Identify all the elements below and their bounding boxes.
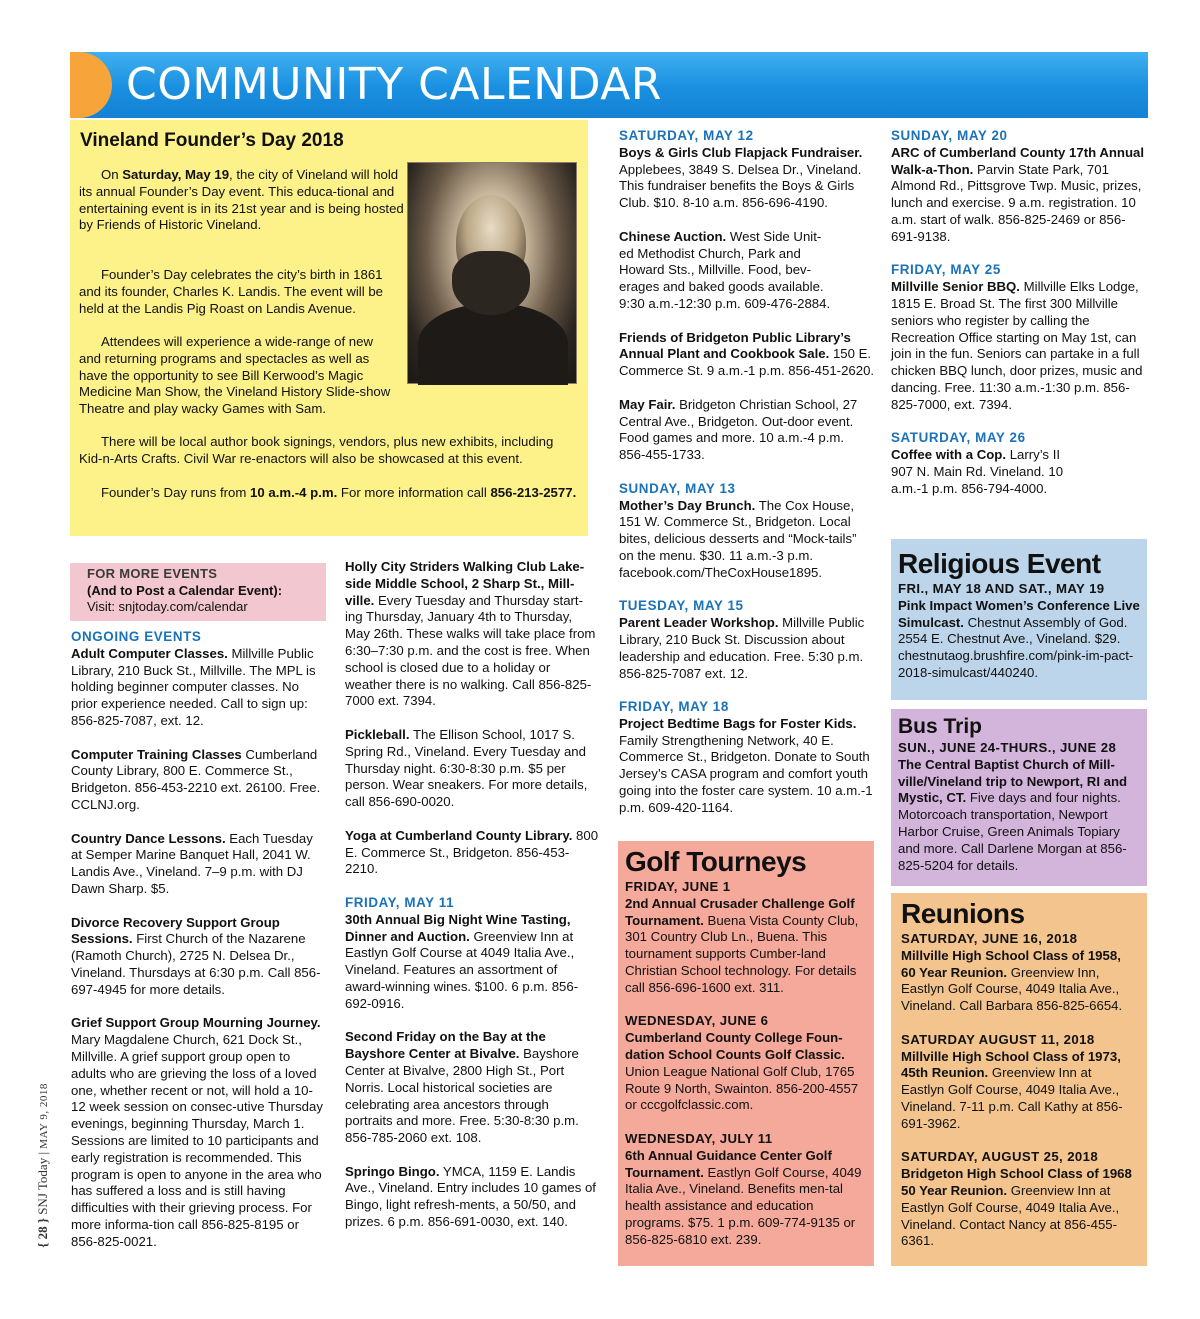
founders-paragraph: Attendees will experience a wide-range of new and returning programs and spectacles as well as have the opportunity to see Bill Kerwood’s Magic Medicine Man Show, the Vineland History Slide-show Theatre and play wacky Games with Sam. [79, 334, 391, 417]
event-item: Mother’s Day Brunch. The Cox House, 151 W. Commerce St., Bridgeton. Local bites, delicious desserts and “Mock-tails” on the menu. $30. 11 a.m.-3 p.m. facebook.com/TheCoxHouse1895. [619, 497, 857, 580]
reunions-box [891, 893, 1147, 1266]
event-item: Millville Senior BBQ. Millville Elks Lodge, 1815 E. Broad St. The first 300 Millville seniors who register by calling the Recreation Office starting on May 1st, can join in the fun. Seniors can partake in a full chicken BBQ lunch, door prizes, music and dancing. Free. 11:30 a.m.-1:30 p.m. 856-825-7000, ext. 7394. [891, 279, 1143, 412]
event-item: Coffee with a Cop. Larry’s II 907 N. Main Rd. Vineland. 10 a.m.-1 p.m. 856-794-4000. [891, 447, 1064, 496]
issue-date: MAY 9, 2018 [38, 1083, 51, 1149]
charles-landis-portrait [407, 162, 577, 384]
more-events-link[interactable]: Visit: snjtoday.com/calendar [87, 599, 248, 614]
banner-orange-tab [70, 52, 112, 118]
event-item: 30th Annual Big Night Wine Tasting, Dinner and Auction. Greenview Inn at Eastlyn Golf Course at 4049 Italia Ave., Vineland. Features an assortment of award-winning wines. $100. 6 p.m. 856-692-0916. [345, 911, 579, 1011]
date-heading: SUNDAY, MAY 20 [891, 128, 1008, 143]
founders-day-feature [70, 120, 588, 536]
bus-trip-box [891, 709, 1147, 886]
event-item: Pickleball. The Ellison School, 1017 S. Spring Rd., Vineland. Every Tuesday and Thursday night. 6:30-8:30 p.m. $5 per person. Wear sneakers. For more details, call 856-690-0020. [345, 726, 588, 810]
bus-date: SUN., JUNE 24-THURS., JUNE 28 [898, 740, 1117, 755]
golf-heading: Golf Tourneys [625, 846, 807, 877]
column-three [619, 128, 875, 833]
date-heading: TUESDAY, MAY 15 [619, 598, 744, 614]
header-banner [70, 52, 1148, 118]
reunions-heading: Reunions [901, 898, 1025, 929]
founders-paragraph: On Saturday, May 19, the city of Vineland will hold its annual Founder’s Day event. This educa-tional and entertaining event is in its 21st year and is being hosted by Friends of Historic Vineland. [79, 167, 404, 233]
date-heading: FRIDAY, MAY 25 [891, 262, 1001, 278]
event-item: Boys & Girls Club Flapjack Fundraiser. Applebees, 3849 S. Delsea Dr., Vineland. This fundraiser benefits the Boys & Girls Club. $10. 8-10 a.m. 856-696-4190. [619, 144, 863, 211]
event-item: SATURDAY, AUGUST 25, 2018 Bridgeton High School Class of 1968 50 Year Reunion. Greenview Inn at Eastlyn Golf Course, 4049 Italia Ave., Vineland. Contact Nancy at 856-455-6361. [901, 1149, 1132, 1249]
more-events-label: FOR MORE EVENTS [87, 566, 218, 581]
religious-date: FRI., MAY 18 AND SAT., MAY 19 [898, 581, 1105, 596]
event-item: May Fair. Bridgeton Christian School, 27 Central Ave., Bridgeton. Out-door event. Food games and more. 10 a.m.-4 p.m. 856-455-1733. [619, 396, 858, 463]
event-item: SATURDAY, JUNE 16, 2018 Millville High School Class of 1958, 60 Year Reunion. Greenview Inn, Eastlyn Golf Course, 4049 Italia Ave., Vineland. Call Barbara 856-825-6654. [901, 931, 1123, 1014]
event-item: FRIDAY, JUNE 1 2nd Annual Crusader Challenge Golf Tournament. Buena Vista County Club, 301 Country Club Ln., Buena. This tournament supports Cumber-land Christian School technology. For details call 856-696-1600 ext. 311. [625, 879, 859, 995]
event-item: Yoga at Cumberland County Library. 800 E. Commerce St., Bridgeton. 856-453-2210. [345, 827, 599, 877]
founders-paragraph: There will be local author book signings, vendors, plus new exhibits, including Kid-n-Arts Crafts. Civil War re-enactors will also be showcased at this event. [79, 434, 554, 466]
event-item: Divorce Recovery Support Group Sessions. First Church of the Nazarene (Ramoth Church), 2725 N. Delsea Dr., Vineland. Thursdays at 6:30 p.m. Call 856-697-4945 for more details. [71, 914, 321, 997]
bus-heading: Bus Trip [898, 715, 983, 738]
column-two [345, 559, 600, 1248]
event-item: Grief Support Group Mourning Journey. Mary Magdalene Church, 621 Dock St., Millville. A grief support group open to adults who are grieving the loss of a loved one, whether recent or not, will hold a 10-12 week session on consec-utive Thursday evenings, beginning Thursday, March 1. Sessions are limited to 10 participants and early registration is recommended. This program is open to anyone in the area who has suffered a loss and is still having difficulties with their grieving process. For more informa-tion call 856-825-8195 or 856-825-0021. [71, 1015, 323, 1249]
founders-paragraph: Founder’s Day runs from 10 a.m.-4 p.m. For more information call 856-213-2577. [101, 485, 577, 500]
event-item: Chinese Auction. West Side Unit-ed Methodist Church, Park and Howard Sts., Millville. Food, bev-erages and baked goods available. 9:30 a.m.-12:30 p.m. 609-476-2884. [619, 228, 831, 311]
ongoing-column [71, 629, 326, 1267]
event-item: Pink Impact Women’s Conference Live Simulcast. Chestnut Assembly of God. 2554 E. Chestnut Ave., Vineland. $29. chestnutaog.brushfire.com/pink-im-pact-2018-simulcast/440240. [898, 597, 1140, 680]
column-four [891, 128, 1148, 514]
page-title: COMMUNITY CALENDAR [126, 59, 662, 110]
golf-tourneys-box [618, 841, 874, 1266]
date-heading: FRIDAY, MAY 11 [345, 894, 455, 910]
event-item: Friends of Bridgeton Public Library’s Annual Plant and Cookbook Sale. 150 E. Commerce St. 9 a.m.-1 p.m. 856-451-2620. [619, 329, 875, 379]
founders-heading: Vineland Founder’s Day 2018 [80, 130, 344, 151]
event-item: SATURDAY AUGUST 11, 2018 Millville High School Class of 1973, 45th Reunion. Greenview Inn at Eastlyn Golf Course, 4049 Italia Ave., Vineland. 7-11 p.m. Call Kathy at 856-691-3962. [901, 1031, 1123, 1131]
date-heading: SATURDAY, MAY 26 [891, 430, 1026, 446]
event-item: WEDNESDAY, JULY 11 6th Annual Guidance Center Golf Tournament. Eastlyn Golf Course, 4049 Italia Ave., Vineland. Benefits men-tal health assistance and education programs. $75. 1 p.m. 609-774-9135 or 856-825-6810 ext. 239. [625, 1130, 862, 1247]
event-item: Computer Training Classes Cumberland County Library, 800 E. Commerce St., Bridgeton. 856-453-2210 ext. 26100. Free. CCLNJ.org. [71, 746, 321, 812]
page-footer [35, 1078, 69, 1248]
event-item: Springo Bingo. YMCA, 1159 E. Landis Ave., Vineland. Entry includes 10 games of Bingo, light refresh-ments, a 50/50, and prizes. 6 p.m. 856-691-0030, ext. 140. [345, 1163, 596, 1230]
religious-heading: Religious Event [898, 548, 1101, 579]
date-heading: SATURDAY, MAY 12 [619, 128, 754, 143]
founders-paragraph: Founder’s Day celebrates the city’s birth in 1861 and its founder, Charles K. Landis. The event will be held at the Landis Pig Roast on Landis Avenue. [79, 267, 383, 316]
event-item: Second Friday on the Bay at the Bayshore Center at Bivalve. Bayshore Center at Bivalve, 2800 High St., Port Norris. Local historical societies are celebrating area ancestors through portraits and more. Free. 5:30-8:30 p.m. 856-785-2060 ext. 108. [345, 1029, 579, 1146]
event-item: ARC of Cumberland County 17th Annual Walk-a-Thon. Parvin State Park, 701 Almond Rd., Pittsgrove Twp. Music, prizes, lunch and exercise. 9 a.m. registration. 10 a.m. start of walk. 856-825-2469 or 856-691-9138. [891, 144, 1145, 244]
ongoing-heading: ONGOING EVENTS [71, 629, 202, 644]
date-heading: FRIDAY, MAY 18 [619, 699, 729, 715]
more-events-box [70, 563, 326, 621]
event-item: The Central Baptist Church of Mill-ville/Vineland trip to Newport, RI and Mystic, CT. Five days and four nights. Motorcoach transportation, Newport Harbor Cruise, Green Animals Topiary and more. Call Darlene Morgan at 856-825-5204 for details. [898, 756, 1128, 873]
event-item: Holly City Striders Walking Club Lake-side Middle School, 2 Sharp St., Mill-ville. Every Tuesday and Thursday start-ing Thursday, January 4th to Thursday, May 26th. These walks will take place from 6:30–7:30 p.m. and the cost is free. When school is closed due to a holiday or weather there is no walking. Call 856-825-7000 ext. 7394. [345, 559, 596, 709]
event-item: WEDNESDAY, JUNE 6 Cumberland County College Foun-dation School Counts Golf Classic. Union League National Golf Club, 1765 Route 9 North, Swainton. 856-200-4557 or cccgolfclassic.com. [625, 1013, 859, 1113]
event-item: Adult Computer Classes. Millville Public Library, 210 Buck St., Millville. The MPL is holding beginner computer classes. No prior experience needed. Call to sign up: 856-825-7087, ext. 12. [71, 645, 316, 728]
date-heading: SUNDAY, MAY 13 [619, 480, 736, 496]
religious-event-box [891, 539, 1147, 700]
page-number: { 28 } [35, 1218, 51, 1248]
more-events-sub: (And to Post a Calendar Event): [87, 582, 283, 598]
event-item: Country Dance Lessons. Each Tuesday at Semper Marine Banquet Hall, 2041 W. Landis Ave., Vineland. 7–9 p.m. with DJ Dawn Sharp. $5. [71, 830, 313, 896]
event-item: Parent Leader Workshop. Millville Public Library, 210 Buck St. Discussion about leadership and education. Free. 5:30 p.m. 856-825-7087 ext. 12. [619, 615, 865, 681]
footer-separator: | [35, 1152, 51, 1155]
event-item: Project Bedtime Bags for Foster Kids. Family Strengthening Network, 40 E. Commerce St., Bridgeton. Donate to South Jersey’s CASA program and comfort youth going into the foster care system. 10 a.m.-1 p.m. 609-420-1164. [619, 715, 873, 815]
publication-name: SNJ Today [35, 1158, 51, 1215]
